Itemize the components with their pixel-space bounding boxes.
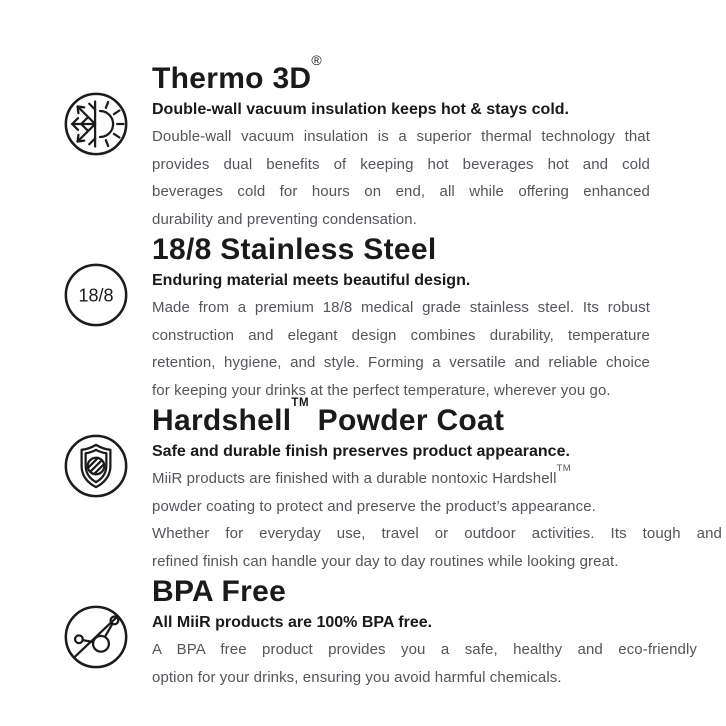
- body-line-text: MiiR products are finished with a durable nontoxic Hardshell: [152, 470, 557, 487]
- feature-text-block: [152, 233, 726, 404]
- feature-text-block: [152, 397, 726, 575]
- feature-text-block: [152, 575, 726, 691]
- feature-section-thermo-3d: [60, 52, 726, 233]
- trademark-mark: TM: [291, 397, 310, 409]
- hardshell-shield-icon: [60, 430, 132, 502]
- body-line: durability and preventing condensation.: [152, 210, 417, 228]
- feature-title-text: 18/8 Stainless Steel: [152, 233, 437, 266]
- feature-title-text: Hardshell: [152, 404, 292, 437]
- body-line: powder coating to protect and preserve the product’s appearance.: [152, 497, 596, 515]
- feature-subtitle: Enduring material meets beautiful design.: [152, 272, 471, 289]
- bpa-free-no-molecule-icon: [60, 601, 132, 673]
- feature-title: [152, 397, 726, 437]
- feature-section-hardshell-powder-coat: [60, 397, 726, 575]
- feature-body: [152, 123, 650, 233]
- feature-icon-column: [60, 575, 152, 691]
- body-line: retention, hygiene, and style. Forming a versatile and reliable choice: [152, 354, 650, 371]
- feature-icon-column: [60, 233, 152, 404]
- body-line: for keeping your drinks at the perfect temperature, wherever you go.: [152, 381, 611, 399]
- body-line: refined finish can handle your day to day routines while looking great.: [152, 552, 619, 570]
- feature-icon-column: [60, 404, 152, 575]
- feature-text-block: [152, 52, 726, 233]
- feature-title-text: BPA Free: [152, 575, 287, 608]
- feature-section-stainless-steel: [60, 233, 726, 404]
- feature-title: [152, 52, 726, 95]
- feature-title-text: Powder Coat: [309, 404, 505, 437]
- feature-body: [152, 636, 697, 691]
- body-line: beverages cold for hours on end, all while offering enhanced: [152, 183, 650, 200]
- feature-title: [152, 233, 726, 266]
- body-line: Made from a premium 18/8 medical grade stainless steel. Its robust: [152, 299, 650, 316]
- feature-body: [152, 294, 650, 404]
- body-line: Double-wall vacuum insulation is a superior thermal technology that: [152, 128, 650, 145]
- feature-icon-column: [60, 62, 152, 233]
- feature-subtitle: All MiiR products are 100% BPA free.: [152, 614, 433, 631]
- body-line: option for your drinks, ensuring you avoid harmful chemicals.: [152, 668, 562, 686]
- feature-subtitle: Safe and durable finish preserves product appearance.: [152, 443, 570, 460]
- body-line: provides dual benefits of keeping hot beverages hot and cold: [152, 155, 650, 173]
- body-line: construction and elegant design combines durability, temperature: [152, 326, 650, 344]
- hot-cold-thermo-icon: [60, 88, 132, 160]
- body-line: A BPA free product provides you a safe, healthy and eco-friendly: [152, 641, 697, 658]
- feature-subtitle: Double-wall vacuum insulation keeps hot & stays cold.: [152, 101, 569, 118]
- trademark-superscript: TM: [556, 463, 572, 474]
- body-line: [152, 465, 722, 493]
- stainless-18-8-badge-icon: [60, 259, 132, 331]
- badge-18-8-label: 18/8: [78, 285, 114, 306]
- feature-title: [152, 575, 726, 608]
- feature-section-bpa-free: [60, 575, 726, 691]
- registered-mark: ®: [311, 52, 323, 68]
- feature-title-text: Thermo 3D: [152, 62, 312, 95]
- feature-body: [152, 465, 722, 575]
- body-line: Whether for everyday use, travel or outdoor activities. Its tough and: [152, 525, 722, 542]
